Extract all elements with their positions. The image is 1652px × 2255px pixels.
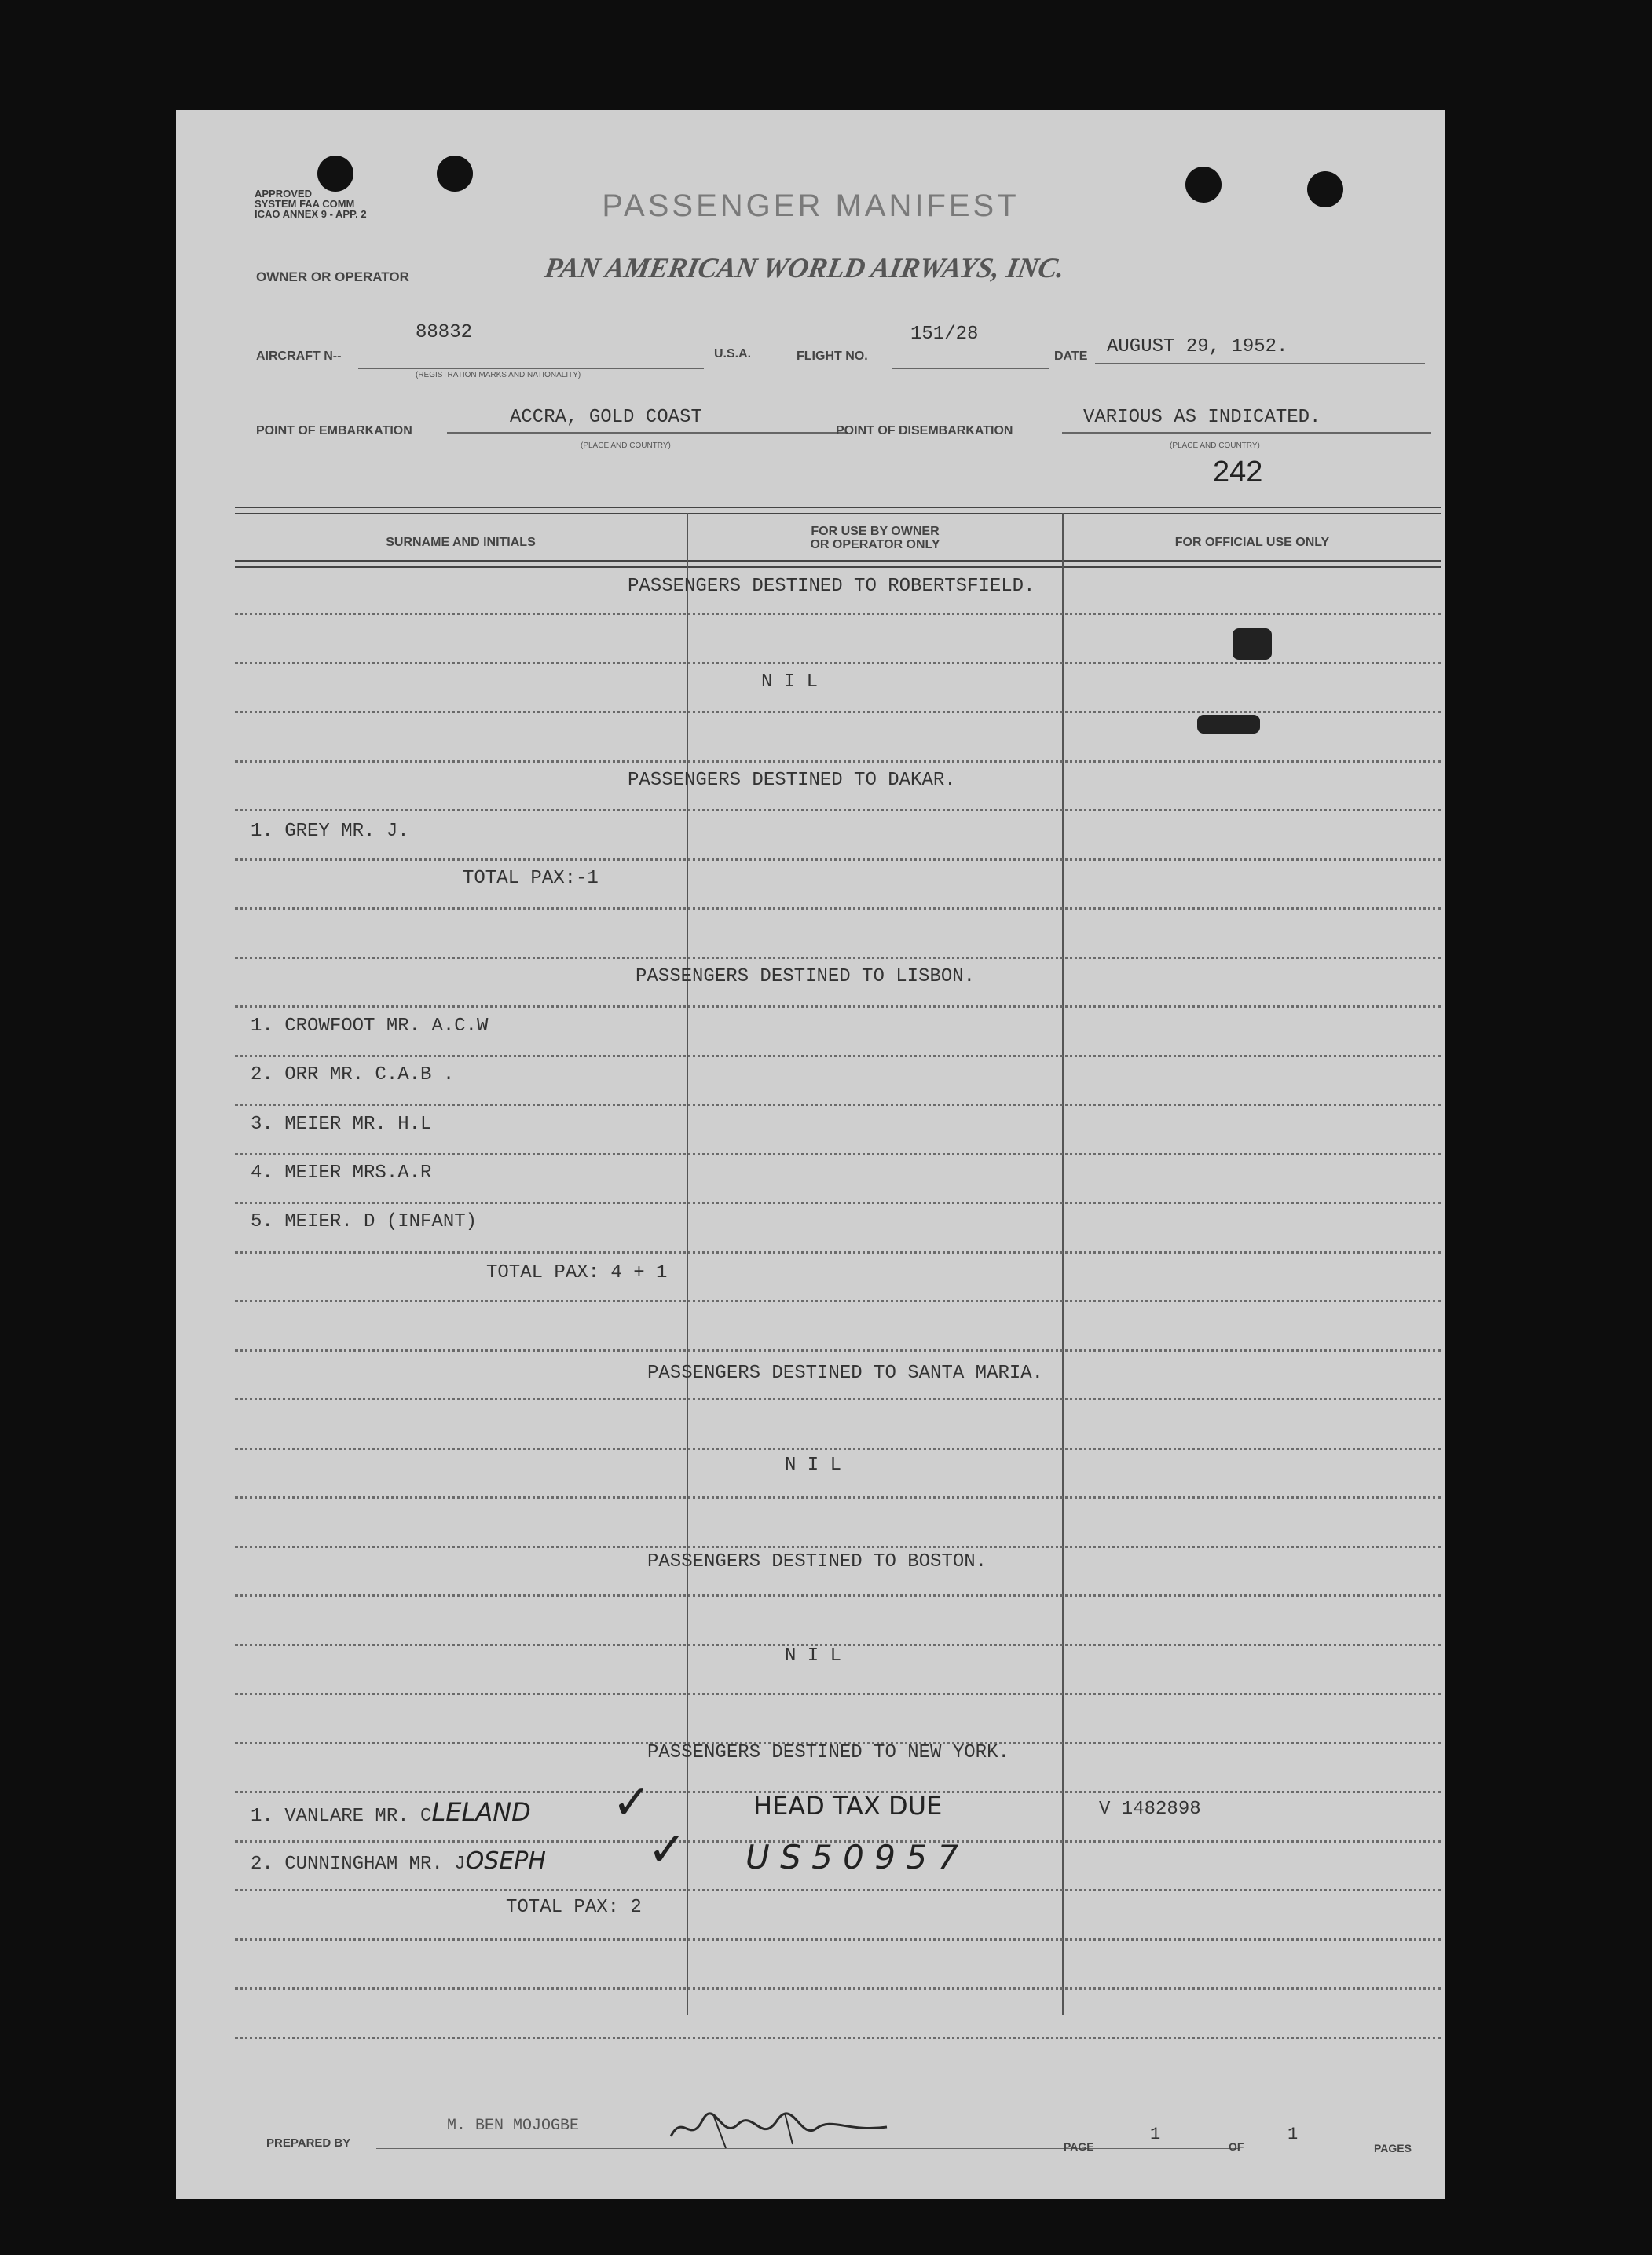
embarkation-value: ACCRA, GOLD COAST — [510, 407, 702, 428]
pages-label: PAGES — [1374, 2142, 1412, 2154]
of-value: 1 — [1288, 2125, 1299, 2144]
section-heading-robertsfield: PASSENGERS DESTINED TO ROBERTSFIELD. — [628, 576, 1035, 597]
total-pax: TOTAL PAX: 4 + 1 — [486, 1262, 668, 1283]
embarkation-sub-label: (PLACE AND COUNTRY) — [581, 441, 671, 450]
approval-line: APPROVED — [255, 188, 312, 200]
row-line — [235, 711, 1441, 713]
passenger-row: 4. MEIER MRS.A.R — [251, 1162, 432, 1184]
row-line — [235, 1349, 1441, 1352]
row-line — [235, 1889, 1441, 1891]
row-line — [235, 1104, 1441, 1106]
col-header-surname: SURNAME AND INITIALS — [386, 536, 536, 549]
row-line — [235, 2037, 1441, 2039]
us-number: U S 5 0 9 5 7 — [745, 1838, 959, 1876]
header-rule — [235, 513, 1441, 514]
row-line — [235, 1005, 1441, 1008]
total-pax: TOTAL PAX: 2 — [506, 1897, 642, 1918]
col-header-line: FOR USE BY OWNER — [811, 525, 940, 538]
disembarkation-value: VARIOUS AS INDICATED. — [1083, 407, 1321, 428]
row-line — [235, 1546, 1441, 1548]
header-rule — [235, 566, 1441, 568]
approval-line: ICAO ANNEX 9 - APP. 2 — [255, 208, 367, 220]
passenger-handwritten-name: LELAND — [431, 1797, 531, 1827]
nil-entry: N I L — [785, 1455, 842, 1476]
row-line — [235, 662, 1441, 664]
aircraft-value: 88832 — [416, 322, 473, 343]
page-value: 1 — [1150, 2125, 1161, 2144]
column-divider — [687, 513, 688, 2015]
passenger-row: 3. MEIER MR. H.L — [251, 1114, 432, 1135]
row-line — [235, 1448, 1441, 1450]
row-line — [235, 1496, 1441, 1499]
punch-hole — [437, 156, 473, 192]
passenger-handwritten-name: OSEPH — [465, 1847, 546, 1875]
aircraft-sub-label: (REGISTRATION MARKS AND NATIONALITY) — [416, 371, 581, 379]
col-header-owner-use — [687, 525, 1064, 551]
ink-stamp-mark — [1233, 628, 1272, 660]
row-line — [235, 1055, 1441, 1057]
date-label: DATE — [1054, 350, 1088, 363]
nil-entry: N I L — [785, 1645, 842, 1667]
col-header-official-use: FOR OFFICIAL USE ONLY — [1174, 536, 1330, 549]
row-line — [235, 957, 1441, 959]
operator-name: PAN AMERICAN WORLD AIRWAYS, INC. — [542, 252, 1068, 284]
row-line — [235, 1202, 1441, 1204]
manifest-sheet — [176, 110, 1445, 2199]
header-rule — [235, 507, 1441, 508]
row-line — [235, 1251, 1441, 1254]
row-line — [235, 1938, 1441, 1941]
passenger-row: 1. GREY MR. J. — [251, 821, 409, 842]
stamp-number: 242 — [1213, 456, 1263, 489]
row-line — [235, 858, 1441, 861]
section-heading-boston: PASSENGERS DESTINED TO BOSTON. — [647, 1551, 987, 1572]
section-heading-new-york: PASSENGERS DESTINED TO NEW YORK. — [647, 1742, 1009, 1763]
punch-hole — [317, 156, 353, 192]
row-line — [235, 1594, 1441, 1597]
row-line — [235, 760, 1441, 763]
check-mark: ✓ — [647, 1822, 687, 1877]
row-line — [235, 1398, 1441, 1400]
ink-stamp-mark — [1197, 715, 1260, 734]
approval-line: SYSTEM FAA COMM — [255, 198, 355, 210]
aircraft-label: AIRCRAFT N-- — [256, 350, 342, 363]
section-heading-santa-maria: PASSENGERS DESTINED TO SANTA MARIA. — [647, 1363, 1044, 1384]
disembarkation-sub-label: (PLACE AND COUNTRY) — [1170, 441, 1260, 450]
row-line — [235, 809, 1441, 811]
passenger-typed-name: 2. CUNNINGHAM MR. J — [251, 1854, 466, 1875]
page-label: PAGE — [1064, 2140, 1094, 2153]
total-pax: TOTAL PAX:-1 — [463, 868, 599, 889]
nil-entry: N I L — [761, 672, 819, 693]
embarkation-label: POINT OF EMBARKATION — [256, 424, 412, 437]
disembarkation-label: POINT OF DISEMBARKATION — [836, 424, 1013, 437]
signature — [667, 2105, 903, 2152]
row-line — [235, 907, 1441, 910]
section-heading-lisbon: PASSENGERS DESTINED TO LISBON. — [636, 966, 976, 987]
row-line — [235, 1153, 1441, 1155]
section-heading-dakar: PASSENGERS DESTINED TO DAKAR. — [628, 770, 956, 791]
passenger-row — [251, 1797, 531, 1827]
passenger-row: 1. CROWFOOT MR. A.C.W — [251, 1016, 489, 1037]
check-mark: ✓ — [612, 1775, 652, 1830]
column-divider — [1062, 513, 1064, 2015]
form-title: PASSENGER MANIFEST — [602, 189, 1020, 223]
prepared-by-label: PREPARED BY — [266, 2136, 351, 2150]
row-line — [235, 613, 1441, 615]
visa-number: V 1482898 — [1099, 1799, 1201, 1820]
head-tax-note: HEAD TAX DUE — [753, 1791, 943, 1821]
passenger-row: 2. ORR MR. C.A.B . — [251, 1064, 455, 1085]
of-label: OF — [1229, 2140, 1244, 2153]
row-line — [235, 1987, 1441, 1990]
flight-value: 151/28 — [910, 324, 979, 345]
header-rule — [235, 560, 1441, 562]
flight-label: FLIGHT NO. — [797, 350, 868, 363]
passenger-row: 5. MEIER. D (INFANT) — [251, 1211, 478, 1232]
prepared-by-value: M. BEN MOJOGBE — [447, 2117, 580, 2135]
row-line — [235, 1693, 1441, 1695]
owner-label: OWNER OR OPERATOR — [256, 269, 409, 284]
usa-label: U.S.A. — [714, 347, 752, 361]
row-line — [235, 1300, 1441, 1302]
passenger-row — [251, 1847, 546, 1875]
date-value: AUGUST 29, 1952. — [1107, 336, 1288, 357]
passenger-typed-name: 1. VANLARE MR. C — [251, 1806, 432, 1827]
col-header-line: OR OPERATOR ONLY — [810, 538, 940, 551]
